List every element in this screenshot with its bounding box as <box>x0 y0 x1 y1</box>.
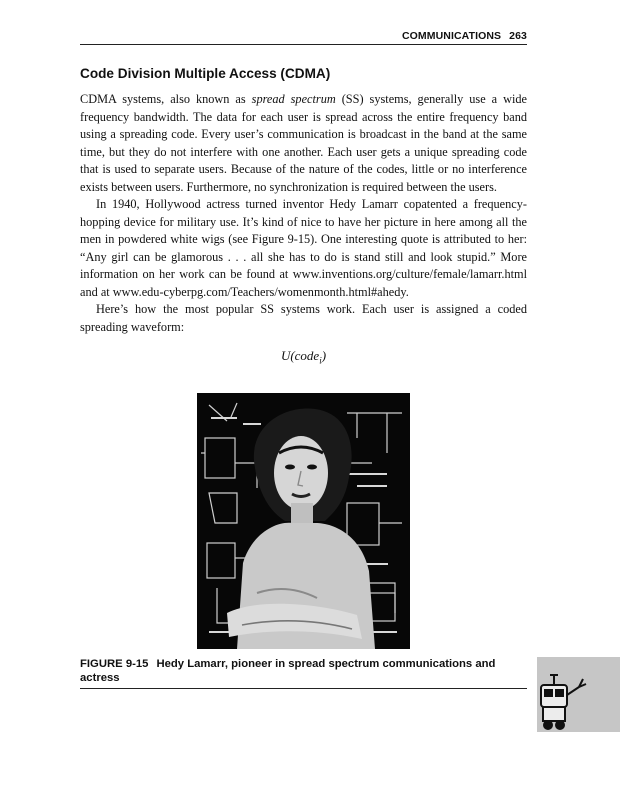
robot-icon <box>537 657 620 732</box>
running-head <box>80 30 527 42</box>
paragraph-2: In 1940, Hollywood actress turned inventor Hedy Lamarr copatented a frequency-hopping device for military use. It’s kind of nice to have her picture in here among all the men in powdered white wigs (see Figure 9-15). One interesting quote is attributed to her: “Any girl can be glamorous . . . all she has to do is stand still and look stupid.” More information on her work can be found at www.inventions.org/culture/female/lamarr.html and at www.edu-cyberpg.com/Teachers/womenmonth.html#ahedy. <box>80 197 527 299</box>
page-number: 263 <box>509 30 527 42</box>
paragraph-1-start: CDMA systems, also known as <box>80 92 252 106</box>
paragraph-1-rest: (SS) systems, generally use a wide frequency bandwidth. The data for each user is spread across the entire frequency band using a spreading code. Every user’s communication is broadcast in the band at the same time, but they do not interfere with one another. Each user gets a unique spreading code that is used to separate users. Because of the nature of the codes, little or no interference exists between users. Furthermore, no synchronization is required between the users. <box>80 92 527 194</box>
paragraph-1 <box>80 91 527 196</box>
header-rule <box>80 44 527 45</box>
caption-rule <box>80 688 527 689</box>
margin-tab <box>537 657 620 732</box>
hedy-lamarr-photo <box>197 393 410 649</box>
section-heading: Code Division Multiple Access (CDMA) <box>80 66 331 81</box>
figure-label: FIGURE 9-15 <box>80 658 149 670</box>
equation-close: ) <box>321 348 327 363</box>
paragraph-3: Here’s how the most popular SS systems work. Each user is assigned a coded spreading waveform: <box>80 302 527 334</box>
equation-subscript: i <box>319 355 322 366</box>
figure-caption <box>80 657 527 685</box>
portrait-illustration <box>197 393 410 649</box>
paragraph-1-emphasis: spread spectrum <box>251 92 336 106</box>
body-text <box>80 91 527 336</box>
spreading-equation <box>80 348 527 366</box>
equation-main: U(code <box>280 348 320 363</box>
figure-caption-text: Hedy Lamarr, pioneer in spread spectrum communications and actress <box>80 658 496 684</box>
running-head-section: COMMUNICATIONS <box>401 30 502 42</box>
